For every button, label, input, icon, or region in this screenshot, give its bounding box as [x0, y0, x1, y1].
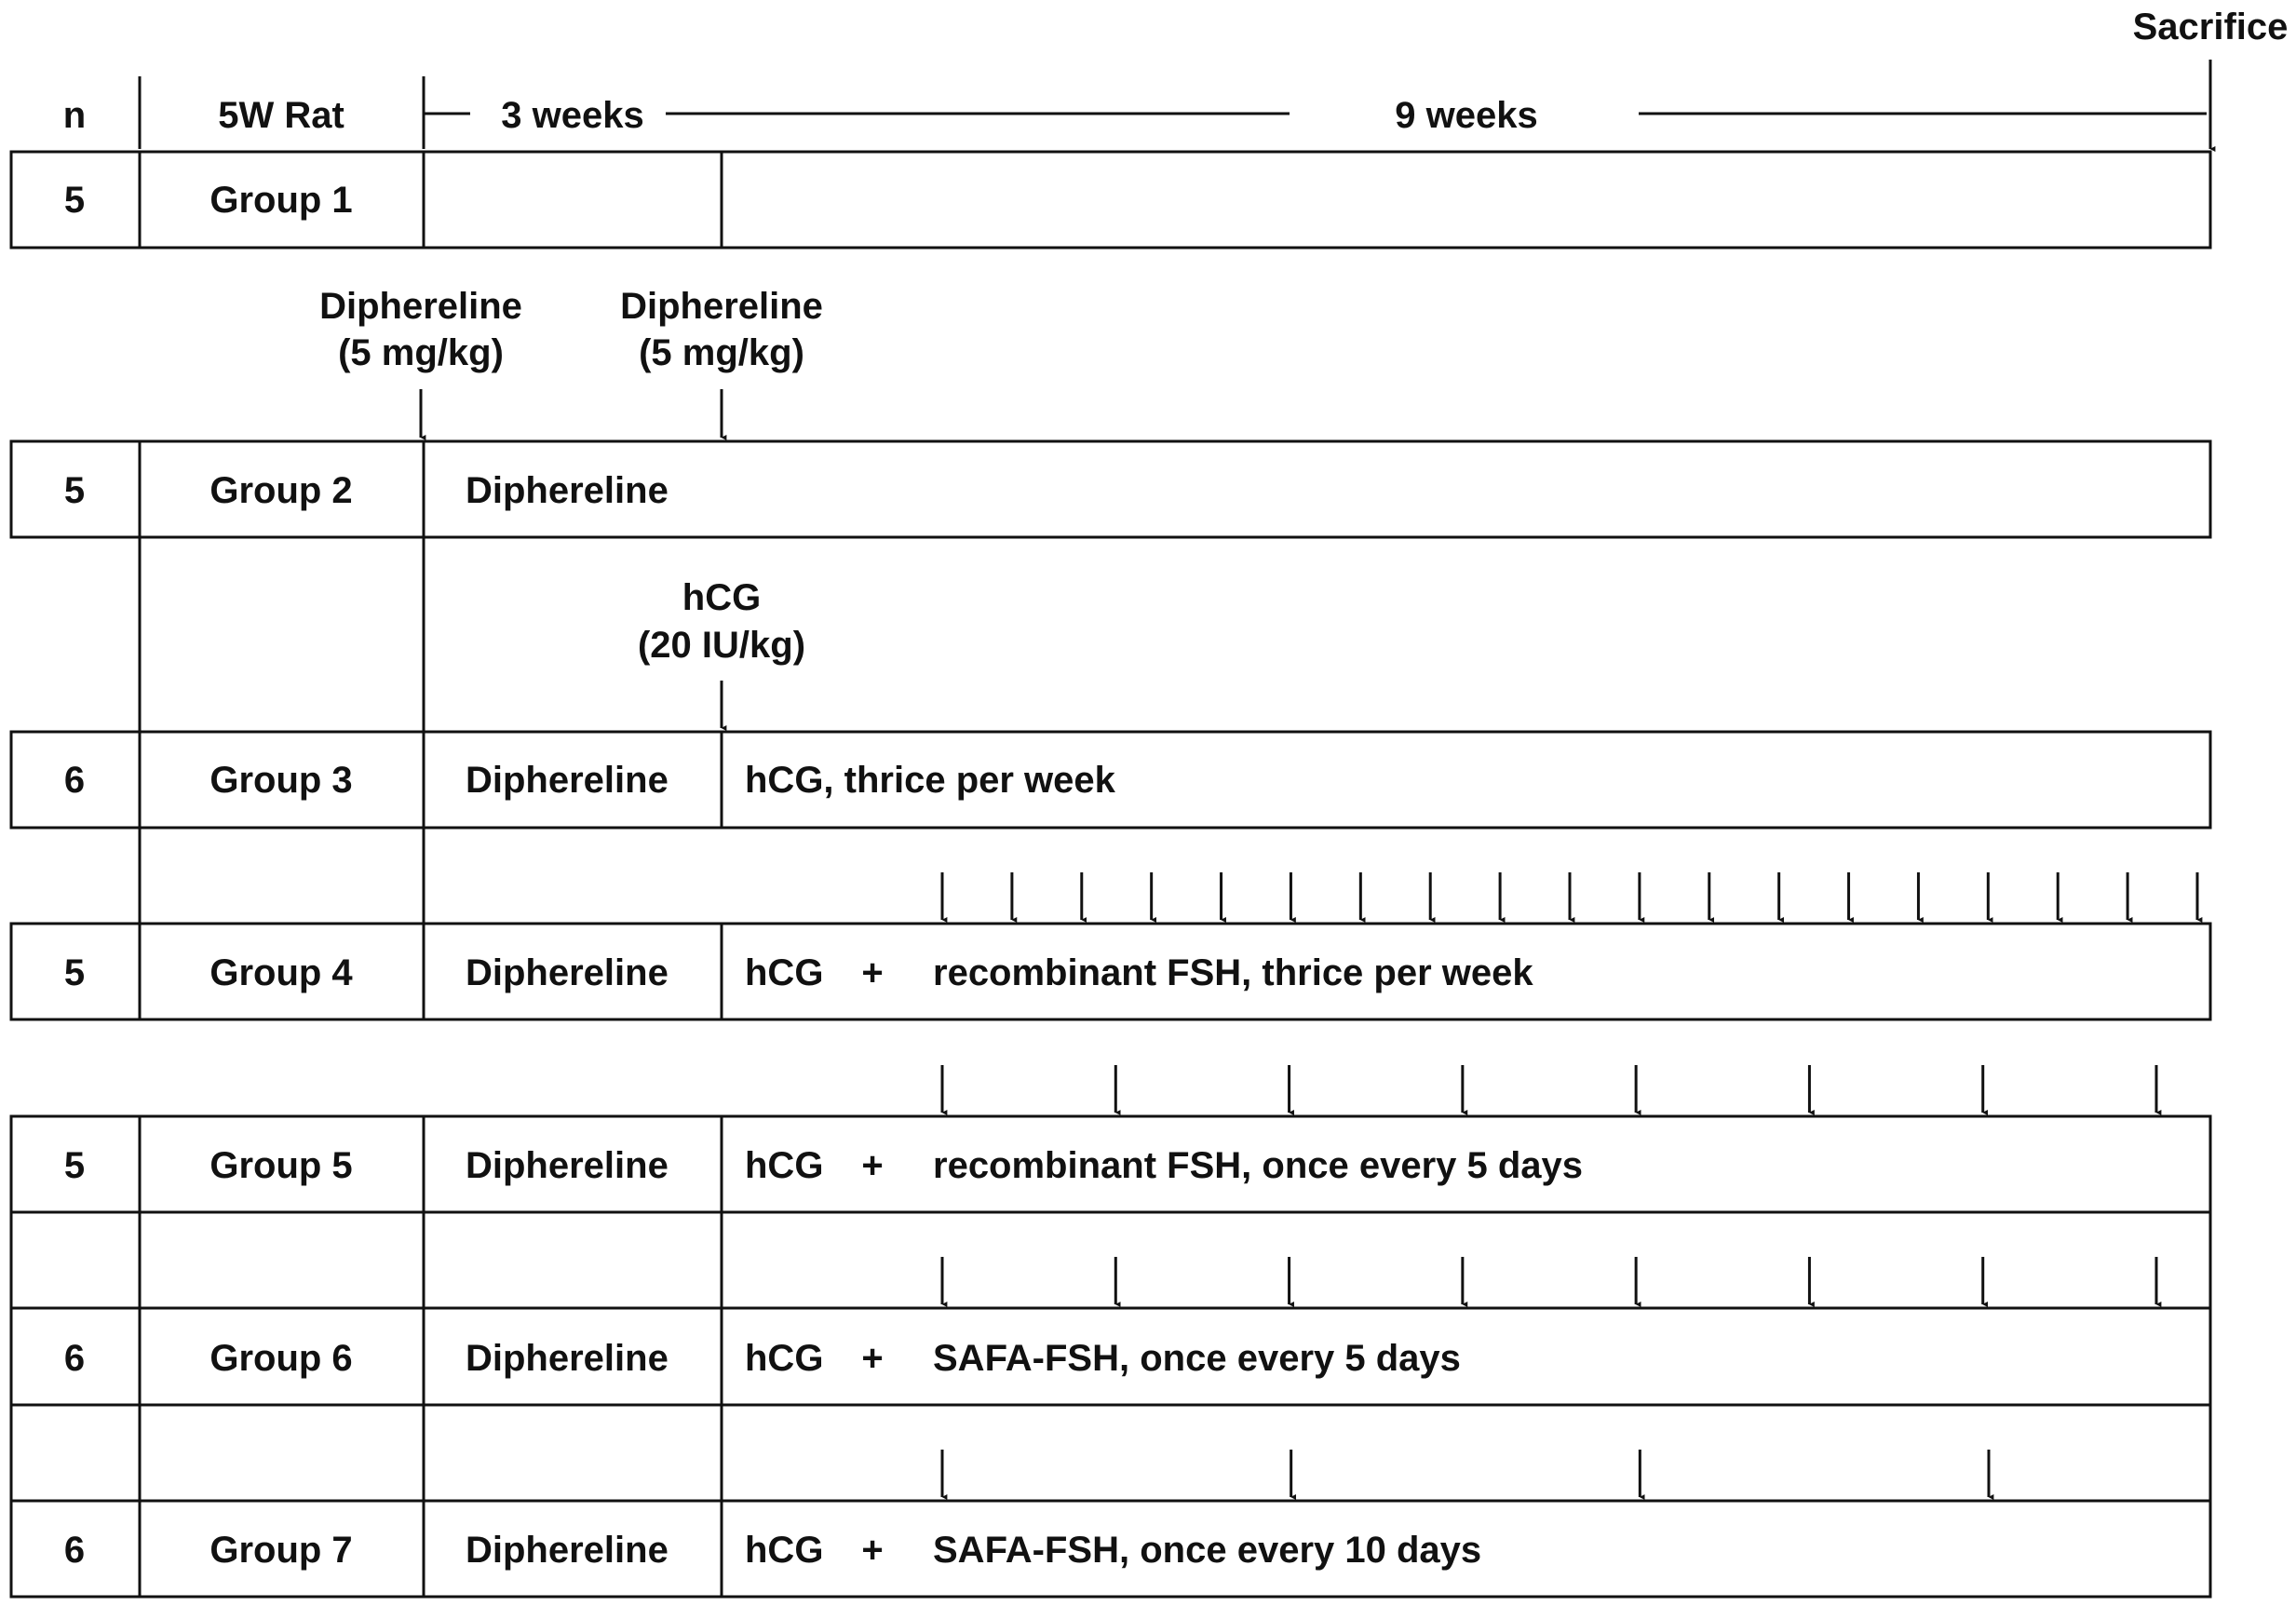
group-7-name: Group 7: [209, 1530, 353, 1571]
group-3-n: 6: [63, 760, 86, 801]
group-7-injection-arrows: [942, 1450, 1989, 1497]
group-row-2: [11, 441, 2210, 537]
group-row-3: [11, 732, 2210, 828]
group-4-phase1: Diphereline: [466, 952, 669, 993]
diphereline-annotation-2: [620, 286, 823, 438]
group-6-hcg: hCG: [745, 1338, 824, 1379]
group-6-injection-arrows: [942, 1257, 2156, 1304]
spacer-row-5-6: [11, 1212, 2210, 1308]
group-row-4: [11, 924, 2210, 1019]
group-5-plus: +: [861, 1145, 884, 1186]
group-row-5: [11, 1116, 2210, 1212]
group-2-name: Group 2: [209, 470, 353, 511]
diphereline-label-2: Diphereline: [620, 286, 823, 327]
group-4-hcg: hCG: [745, 952, 824, 993]
group-1-name: Group 1: [209, 180, 353, 221]
group-5-injection-arrows: [942, 1065, 2156, 1113]
group-4-n: 5: [63, 952, 86, 993]
group-5-treatment: recombinant FSH, once every 5 days: [933, 1145, 1584, 1186]
group-5-name: Group 5: [209, 1145, 353, 1186]
n-column-header: n: [62, 95, 87, 136]
group-7-plus: +: [861, 1530, 884, 1571]
hcg-label: hCG: [682, 577, 762, 618]
spacer-row-6-7: [11, 1405, 2210, 1501]
group-5-hcg: hCG: [745, 1145, 824, 1186]
group-7-n: 6: [63, 1530, 86, 1571]
diphereline-label-1: Diphereline: [319, 286, 522, 327]
diphereline-annotation-1: [319, 286, 522, 438]
group-3-phase1: Diphereline: [466, 760, 669, 801]
group-6-phase1: Diphereline: [466, 1338, 669, 1379]
group-1-n: 5: [63, 180, 86, 221]
group-2-phase1: Diphereline: [466, 470, 669, 511]
phase1-duration-label: 3 weeks: [501, 95, 644, 136]
group-row-6: [11, 1308, 2210, 1405]
group-row-7: [11, 1501, 2210, 1597]
header: [63, 7, 2289, 149]
hcg-dose: (20 IU/kg): [637, 625, 806, 666]
diphereline-dose-1: (5 mg/kg): [338, 332, 504, 373]
group-4-name: Group 4: [209, 952, 353, 993]
group-2-n: 5: [63, 470, 86, 511]
group-3-phase2: hCG, thrice per week: [745, 760, 1115, 801]
hcg-annotation: [638, 577, 805, 728]
group-6-n: 6: [63, 1338, 86, 1379]
group-7-phase1: Diphereline: [466, 1530, 669, 1571]
group-row-1: [11, 152, 2210, 248]
group-7-treatment: SAFA-FSH, once every 10 days: [933, 1530, 1482, 1571]
group-6-name: Group 6: [209, 1338, 353, 1379]
rat-column-header: 5W Rat: [218, 95, 344, 136]
group-3-name: Group 3: [209, 760, 353, 801]
group-6-plus: +: [861, 1338, 884, 1379]
group-4-injection-arrows: [942, 872, 2197, 920]
diphereline-dose-2: (5 mg/kg): [639, 332, 804, 373]
group-5-n: 5: [63, 1145, 86, 1186]
group-5-phase1: Diphereline: [466, 1145, 669, 1186]
phase2-duration-label: 9 weeks: [1395, 95, 1538, 136]
group-6-treatment: SAFA-FSH, once every 5 days: [933, 1338, 1461, 1379]
sacrifice-label: Sacrifice: [2132, 7, 2289, 47]
group-4-treatment: recombinant FSH, thrice per week: [933, 952, 1533, 993]
group-4-plus: +: [861, 952, 884, 993]
group-7-hcg: hCG: [745, 1530, 824, 1571]
